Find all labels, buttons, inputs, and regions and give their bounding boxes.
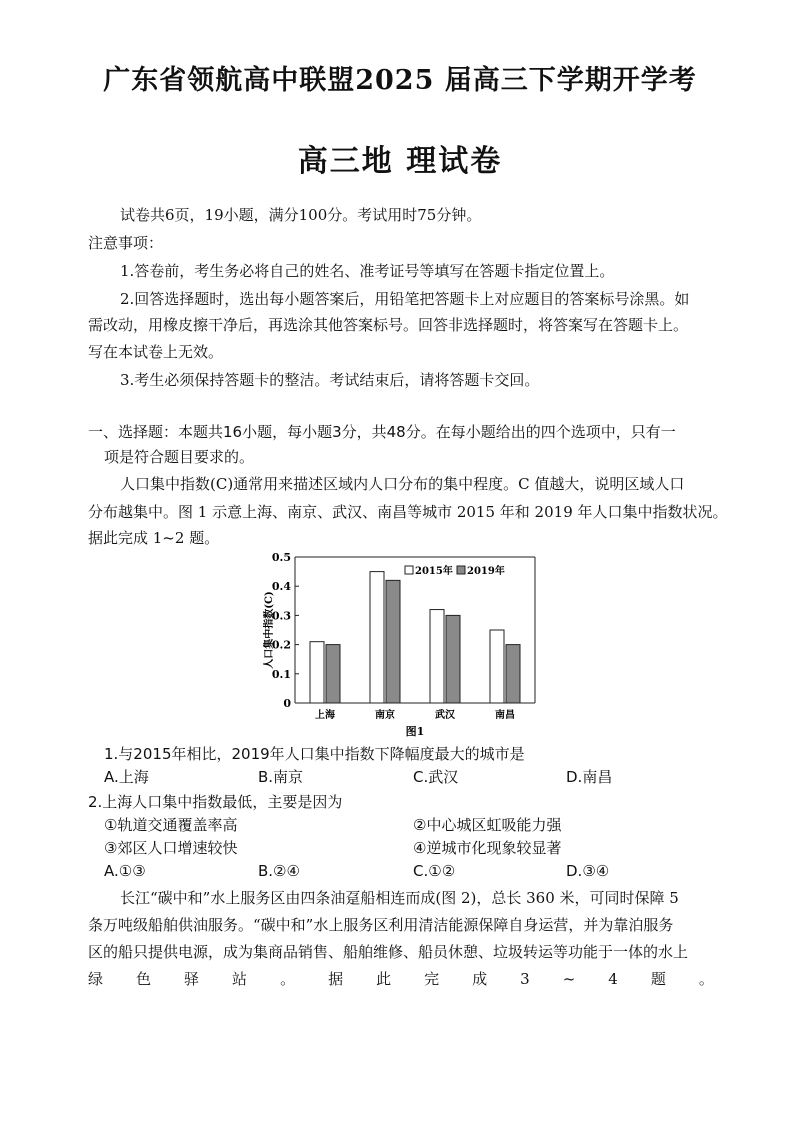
bar-2019 [446,615,460,703]
q2-option-b: B.②④ [258,862,300,880]
y-tick-label: 0.3 [271,609,291,623]
passage2-line4-char: 。 [698,970,714,988]
legend-label: 2015年 [415,566,453,577]
passage2-line4-char: 绿 [88,970,104,988]
q1-option-a: A.上海 [104,768,149,786]
passage2-line3: 区的船只提供电源，成为集商品销售、船舶维修、船员休憩、垃圾转运等功能于一体的水上 [88,943,689,961]
q1-option-b: B.南京 [258,768,304,786]
q2-option-d: D.③④ [566,862,610,880]
q2-option-a: A.①③ [104,862,146,880]
chart-caption: 图1 [405,725,425,738]
x-tick-label: 武汉 [435,710,455,721]
q2-item-3: ③郊区人口增速较快 [104,839,238,857]
exam-intro: 试卷共6页，19小题，满分100分。考试用时75分钟。 [120,206,482,224]
y-tick-label: 0.1 [271,667,291,681]
passage2-line4-char: 。 [280,970,296,988]
notice-heading: 注意事项： [88,234,164,252]
q2-item-1: ①轨道交通覆盖率高 [104,816,238,834]
notice-2: 2.回答选择题时，选出每小题答案后，用铅笔把答题卡上对应题目的答案标号涂黑。如 [120,290,690,308]
passage2-line4-char: 成 [472,970,488,988]
passage1-line3: 据此完成 1~2 题。 [88,529,220,547]
passage2-line4 [88,969,714,989]
passage2-line4-char: 色 [136,970,152,988]
y-tick-label: 0.5 [271,551,291,564]
passage2-line4-char: 题 [650,970,666,988]
q1-option-d: D.南昌 [566,768,613,786]
bar-2015 [310,642,324,703]
passage2-line4-char: 完 [424,970,440,988]
passage2-line2: 条万吨级船舶供油服务。“碳中和”水上服务区利用清洁能源保障自身运营，并为靠泊服务 [88,916,674,934]
bar-2015 [370,572,384,703]
passage1-line2: 分布越集中。图 1 示意上海、南京、武汉、南昌等城市 2015 年和 2019 年人口集中指数状况。 [88,503,728,521]
population-concentration-chart [250,546,540,746]
q2-item-2: ②中心城区虹吸能力强 [413,816,562,834]
bar-2015 [430,610,444,703]
bar-2019 [506,645,520,703]
x-tick-label: 南昌 [495,710,515,721]
legend-label: 2019年 [467,566,505,577]
notice-2-end: 写在本试卷上无效。 [88,343,224,361]
y-tick-label: 0 [283,697,291,710]
y-tick-label: 0.4 [271,580,291,594]
bar-2015 [490,630,504,703]
passage2-line4-char: 3 [520,970,530,988]
bar-2019 [326,645,340,703]
exam-title: 广东省领航高中联盟2025 届高三下学期开学考 [103,65,697,96]
passage2-line4-char: 驿 [184,970,200,988]
q2-stem: 2.上海人口集中指数最低，主要是因为 [88,793,343,811]
x-tick-label: 南京 [375,710,395,721]
passage2-line1: 长江“碳中和”水上服务区由四条油趸船相连而成(图 2)，总长 360 米，可同时保障 5 [120,889,679,907]
passage2-line4-char: 此 [376,970,392,988]
legend-swatch [457,566,465,574]
q1-stem: 1.与2015年相比，2019年人口集中指数下降幅度最大的城市是 [104,745,525,763]
passage2-line4-char: 站 [232,970,248,988]
notice-2-cont: 需改动，用橡皮擦干净后，再选涂其他答案标号。回答非选择题时，将答案写在答题卡上。 [88,316,689,334]
section-heading: 一、选择题：本题共16小题，每小题3分，共48分。在每小题给出的四个选项中，只有一 [88,423,676,441]
section-heading-cont: 项是符合题目要求的。 [104,448,255,466]
q2-option-c: C.①② [413,862,456,880]
y-tick-label: 0.2 [271,638,291,652]
passage2-line4-char: 4 [608,970,618,988]
passage1-line1: 人口集中指数(C)通常用来描述区域内人口分布的集中程度。C 值越大，说明区域人口 [120,475,685,493]
bar-2019 [386,580,400,703]
passage2-line4-char: 据 [328,970,344,988]
q1-option-c: C.武汉 [413,768,459,786]
notice-1: 1.答卷前，考生务必将自己的姓名、准考证号等填写在答题卡指定位置上。 [120,262,615,280]
exam-subtitle: 高三地 理试卷 [297,144,503,179]
y-axis-label: 人口集中指数(C) [264,591,275,669]
notice-3: 3.考生必须保持答题卡的整洁。考试结束后，请将答题卡交回。 [120,371,540,389]
legend-swatch [405,566,413,574]
passage2-line4-char: ~ [562,970,576,988]
q2-item-4: ④逆城市化现象较显著 [413,839,562,857]
x-tick-label: 上海 [315,710,335,721]
